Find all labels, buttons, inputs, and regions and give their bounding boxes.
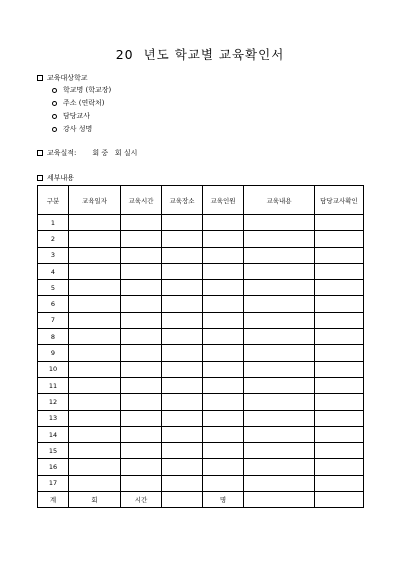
table-cell[interactable]: [244, 361, 315, 377]
table-row: [38, 394, 364, 410]
table-header-row: [38, 186, 364, 215]
table-row: [38, 263, 364, 279]
table-cell[interactable]: [203, 443, 244, 459]
table-cell[interactable]: [162, 394, 203, 410]
table-row: [38, 361, 364, 377]
table-row: [38, 312, 364, 328]
table-row: [38, 247, 364, 263]
table-cell[interactable]: [244, 394, 315, 410]
table-cell[interactable]: [244, 426, 315, 442]
header-time: 교육시간: [121, 186, 162, 215]
table-cell[interactable]: [121, 345, 162, 361]
record-label: 교육실적:: [47, 149, 77, 157]
table-cell[interactable]: [315, 361, 364, 377]
table-cell[interactable]: [315, 215, 364, 231]
row-number: 12: [38, 394, 69, 410]
table-cell[interactable]: [121, 459, 162, 475]
row-number: 3: [38, 247, 69, 263]
table-cell[interactable]: [315, 410, 364, 426]
table-cell[interactable]: [315, 312, 364, 328]
table-cell[interactable]: [162, 459, 203, 475]
table-cell[interactable]: [244, 475, 315, 491]
table-cell[interactable]: [121, 443, 162, 459]
table-cell[interactable]: [203, 296, 244, 312]
row-number: 4: [38, 263, 69, 279]
table-row: [38, 377, 364, 393]
table-cell[interactable]: [69, 475, 121, 491]
table-cell[interactable]: [162, 361, 203, 377]
target-item: [52, 98, 105, 108]
table-cell[interactable]: [244, 263, 315, 279]
table-cell[interactable]: [315, 394, 364, 410]
table-cell[interactable]: [121, 329, 162, 345]
total-cell: 시간: [121, 492, 162, 508]
table-cell[interactable]: [69, 312, 121, 328]
row-number: 2: [38, 231, 69, 247]
table-cell[interactable]: [162, 280, 203, 296]
circle-bullet-icon: [52, 114, 57, 119]
section-heading: 세부내용: [47, 174, 75, 182]
target-item-label: 주소 (연락처): [63, 99, 105, 107]
header-teacher-confirm: 담당교사확인: [315, 186, 364, 215]
row-number: 9: [38, 345, 69, 361]
table-cell[interactable]: [315, 263, 364, 279]
table-row: [38, 296, 364, 312]
target-item: [52, 85, 111, 95]
table-cell[interactable]: [244, 345, 315, 361]
table-cell[interactable]: [69, 215, 121, 231]
table-row: [38, 459, 364, 475]
table-row: [38, 443, 364, 459]
table-cell[interactable]: [315, 280, 364, 296]
section-target-school: [37, 73, 88, 83]
header-category: 구분: [38, 186, 69, 215]
table-row: [38, 426, 364, 442]
table-cell[interactable]: [121, 231, 162, 247]
table-cell[interactable]: [162, 231, 203, 247]
checkbox-icon: [37, 150, 43, 156]
circle-bullet-icon: [52, 127, 57, 132]
table-cell[interactable]: [203, 459, 244, 475]
table-cell[interactable]: [244, 443, 315, 459]
table-cell[interactable]: [69, 443, 121, 459]
table-cell[interactable]: [244, 215, 315, 231]
table-cell[interactable]: [203, 426, 244, 442]
table-cell[interactable]: [315, 296, 364, 312]
table-cell[interactable]: [203, 247, 244, 263]
table-cell[interactable]: [162, 345, 203, 361]
table-cell[interactable]: [69, 329, 121, 345]
table-row: [38, 280, 364, 296]
table-cell[interactable]: [244, 459, 315, 475]
header-date: 교육일자: [69, 186, 121, 215]
checkbox-icon: [37, 75, 43, 81]
table-cell[interactable]: [69, 263, 121, 279]
row-number: 10: [38, 361, 69, 377]
table-cell[interactable]: [121, 247, 162, 263]
header-place: 교육장소: [162, 186, 203, 215]
record-value: 회 중 회 실시: [92, 149, 138, 157]
table-cell[interactable]: [69, 377, 121, 393]
table-cell[interactable]: [69, 459, 121, 475]
row-number: 16: [38, 459, 69, 475]
table-cell[interactable]: [315, 426, 364, 442]
row-number: 8: [38, 329, 69, 345]
table-cell[interactable]: [244, 280, 315, 296]
table-row: [38, 215, 364, 231]
table-cell[interactable]: [315, 231, 364, 247]
circle-bullet-icon: [52, 88, 57, 93]
table-cell[interactable]: [315, 329, 364, 345]
table-cell[interactable]: [121, 394, 162, 410]
table-cell[interactable]: [203, 345, 244, 361]
row-number: 1: [38, 215, 69, 231]
table-cell[interactable]: [162, 377, 203, 393]
table-cell[interactable]: [203, 475, 244, 491]
table-cell[interactable]: [162, 312, 203, 328]
table-cell[interactable]: [162, 443, 203, 459]
total-cell: [162, 492, 203, 508]
table-cell[interactable]: [121, 280, 162, 296]
table-cell[interactable]: [69, 296, 121, 312]
table-cell[interactable]: [203, 377, 244, 393]
checkbox-icon: [37, 175, 43, 181]
table-cell[interactable]: [121, 312, 162, 328]
header-content: 교육내용: [244, 186, 315, 215]
table-cell[interactable]: [315, 377, 364, 393]
table-row: [38, 329, 364, 345]
table-row: [38, 410, 364, 426]
table-cell[interactable]: [315, 345, 364, 361]
circle-bullet-icon: [52, 101, 57, 106]
section-details: [37, 173, 74, 183]
table-cell[interactable]: [69, 280, 121, 296]
table-cell[interactable]: [315, 443, 364, 459]
row-number: 11: [38, 377, 69, 393]
table-cell[interactable]: [203, 361, 244, 377]
document-title: 20 년도 학교별 교육확인서: [115, 47, 285, 62]
table-cell[interactable]: [162, 263, 203, 279]
total-cell: [244, 492, 315, 508]
table-cell[interactable]: [69, 394, 121, 410]
row-number: 13: [38, 410, 69, 426]
table-cell[interactable]: [121, 475, 162, 491]
total-cell: [315, 492, 364, 508]
table-cell[interactable]: [203, 215, 244, 231]
table-cell[interactable]: [69, 426, 121, 442]
section-heading: 교육대상학교: [47, 74, 88, 82]
row-number: 5: [38, 280, 69, 296]
table-cell[interactable]: [69, 231, 121, 247]
total-row: [38, 492, 364, 508]
table-cell[interactable]: [244, 247, 315, 263]
table-cell[interactable]: [121, 361, 162, 377]
table-cell[interactable]: [121, 377, 162, 393]
table-cell[interactable]: [162, 296, 203, 312]
section-education-record: [37, 148, 137, 158]
table-cell[interactable]: [69, 410, 121, 426]
table-cell[interactable]: [162, 247, 203, 263]
table-cell[interactable]: [203, 231, 244, 247]
table-cell[interactable]: [69, 247, 121, 263]
target-item-label: 담당교사: [63, 112, 91, 120]
table-cell[interactable]: [162, 426, 203, 442]
total-cell: 명: [203, 492, 244, 508]
total-cell: 계: [38, 492, 69, 508]
total-cell: 회: [69, 492, 121, 508]
table-cell[interactable]: [244, 231, 315, 247]
table-cell[interactable]: [244, 296, 315, 312]
row-number: 6: [38, 296, 69, 312]
education-table: [37, 185, 364, 508]
table-cell[interactable]: [162, 410, 203, 426]
table-cell[interactable]: [203, 329, 244, 345]
target-item-label: 학교명 (학교장): [63, 86, 112, 94]
row-number: 7: [38, 312, 69, 328]
target-item: [52, 124, 92, 134]
table-cell[interactable]: [121, 296, 162, 312]
table-cell[interactable]: [244, 312, 315, 328]
table-row: [38, 475, 364, 491]
table-cell[interactable]: [203, 263, 244, 279]
table-row: [38, 345, 364, 361]
target-item: [52, 111, 90, 121]
table-cell[interactable]: [203, 410, 244, 426]
table-row: [38, 231, 364, 247]
row-number: 14: [38, 426, 69, 442]
table-cell[interactable]: [315, 247, 364, 263]
table-cell[interactable]: [69, 361, 121, 377]
table-cell[interactable]: [69, 345, 121, 361]
table-cell[interactable]: [162, 215, 203, 231]
table-cell[interactable]: [162, 475, 203, 491]
table-cell[interactable]: [244, 329, 315, 345]
table-cell[interactable]: [121, 215, 162, 231]
row-number: 17: [38, 475, 69, 491]
row-number: 15: [38, 443, 69, 459]
table-cell[interactable]: [203, 312, 244, 328]
table-cell[interactable]: [203, 394, 244, 410]
table-cell[interactable]: [203, 280, 244, 296]
table-cell[interactable]: [244, 377, 315, 393]
target-item-label: 강사 성명: [63, 125, 93, 133]
header-attendees: 교육인원: [203, 186, 244, 215]
table-cell[interactable]: [162, 329, 203, 345]
table-cell[interactable]: [315, 459, 364, 475]
table-cell[interactable]: [121, 410, 162, 426]
table-cell[interactable]: [121, 426, 162, 442]
table-cell[interactable]: [244, 410, 315, 426]
table-cell[interactable]: [315, 475, 364, 491]
table-cell[interactable]: [121, 263, 162, 279]
